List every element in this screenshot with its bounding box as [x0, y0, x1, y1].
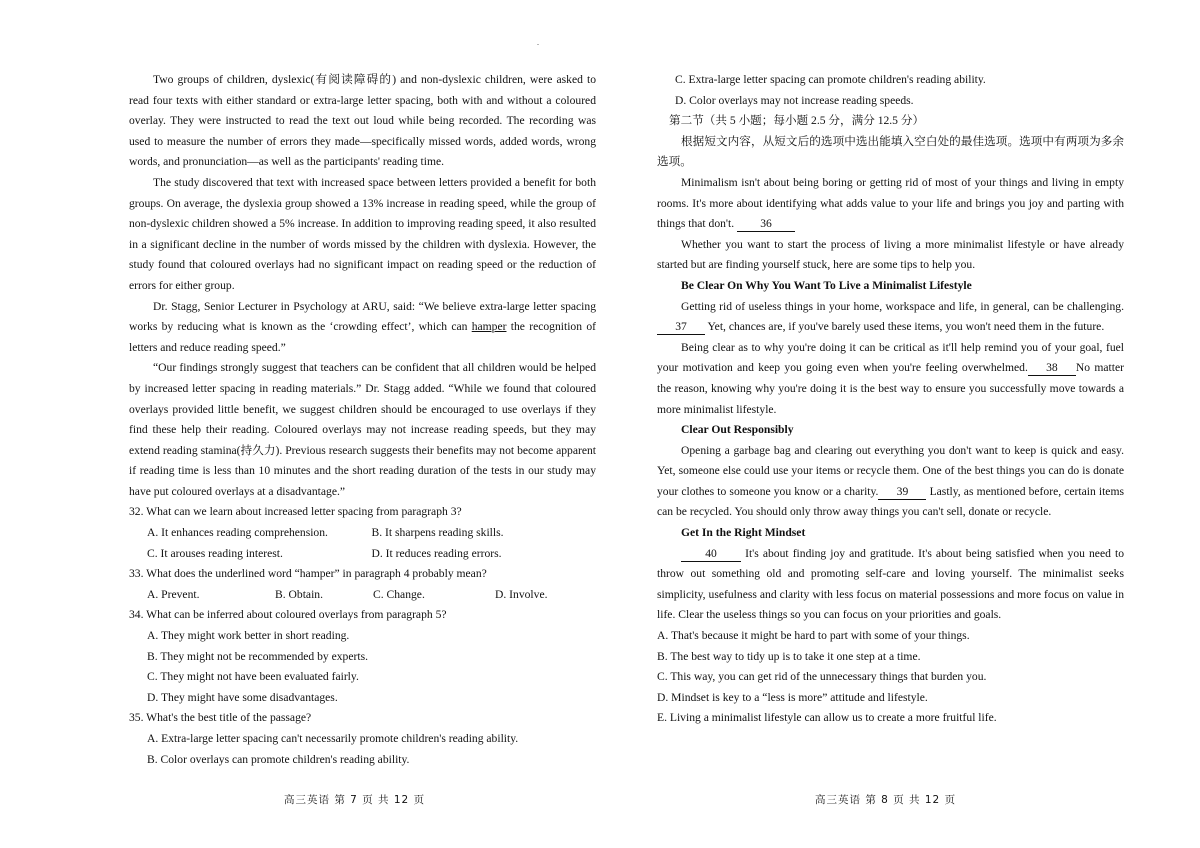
passage-paragraph-3	[657, 297, 1124, 338]
paragraph-3-text-end: Yet, chances are, if you've barely used these items, you won't need them in the future.	[705, 320, 1105, 334]
question-32-options-row-1	[129, 523, 596, 544]
blank-37: 37	[657, 320, 705, 335]
question-32: 32. What can we learn about increased letter spacing from paragraph 3?	[129, 505, 462, 519]
choice-a: A. That's because it might be hard to part with some of your things.	[657, 629, 970, 643]
option-34-b: B. They might not be recommended by experts.	[147, 649, 368, 663]
question-33-options	[129, 585, 596, 606]
subheading-clear-out: Clear Out Responsibly	[681, 423, 794, 437]
paragraph-4-text-end: No matter the reason, knowing why you're doing it is the best way to ensure you successfully move towards a more minimalist lifestyle.	[657, 361, 1124, 416]
blank-40: 40	[681, 547, 741, 562]
passage-paragraph-2: The study discovered that text with increased space between letters provided a benefit for both groups. On average, the dyslexia group showed a 13% increase in reading speed, while the group of non-dyslexic children showed a 5% increase. In addition to improving reading speed, it also resulted in a significant decline in the number of words missed by the children with dyslexia. However, the study found that coloured overlays had no significant impact on reading speed or the reduction of errors for either group.	[129, 175, 596, 292]
option-32-c: C. It arouses reading interest.	[147, 546, 283, 560]
blank-38: 38	[1028, 361, 1076, 376]
question-34: 34. What can be inferred about coloured overlays from paragraph 5?	[129, 608, 447, 622]
choice-d: D. Mindset is key to a “less is more” attitude and lifestyle.	[657, 690, 928, 704]
paragraph-3-text-start: Getting rid of useless things in your home, workspace and life, in general, can be challenging.	[681, 299, 1124, 313]
option-33-a: A. Prevent.	[147, 587, 200, 601]
option-33-b: B. Obtain.	[275, 587, 323, 601]
passage-paragraph-1	[657, 173, 1124, 235]
choice-b: B. The best way to tidy up is to take it one step at a time.	[657, 649, 921, 663]
option-32-a: A. It enhances reading comprehension.	[147, 526, 328, 540]
question-32-options-row-2	[129, 544, 596, 565]
option-35-d: D. Color overlays may not increase reading speeds.	[675, 93, 914, 107]
left-column	[129, 70, 596, 770]
option-34-d: D. They might have some disadvantages.	[147, 690, 338, 704]
passage-paragraph-1: Two groups of children, dyslexic(有阅读障碍的) and non-dyslexic children, were asked to read four texts with either standard or extra-large letter spacing, both with and without a coloured overlay. They were instructed to read the text out loud while being recorded. The recording was used to measure the number of errors they made—specifically missed words, added words, wrong words, and pronunciation—as well as the participants' reading time.	[129, 73, 596, 169]
passage-paragraph-4	[657, 338, 1124, 420]
paragraph-4-text-start: Being clear as to why you're doing it can be critical as it'll help remind you of your goal, fuel your motivation and keep you going even when you're feeling overwhelmed.	[657, 340, 1124, 375]
question-33: 33. What does the underlined word “hamper” in paragraph 4 probably mean?	[129, 567, 487, 581]
paragraph-3-text-start: Dr. Stagg, Senior Lecturer in Psychology at ARU, said: “We believe extra-large letter spacing works by reducing what is known as the ‘crowding effect’, which can	[129, 299, 596, 334]
paragraph-3-text-end: the recognition of letters and reduce reading speed.”	[129, 320, 596, 354]
option-34-a: A. They might work better in short reading.	[147, 629, 350, 643]
option-35-b: B. Color overlays can promote children's reading ability.	[147, 752, 410, 766]
subheading-mindset: Get In the Right Mindset	[681, 526, 806, 540]
question-35: 35. What's the best title of the passage?	[129, 711, 312, 725]
blank-39: 39	[878, 485, 926, 500]
choice-c: C. This way, you can get rid of the unnecessary things that burden you.	[657, 670, 987, 684]
section-heading: 第二节（共 5 小题；每小题 2.5 分，满分 12.5 分）	[669, 114, 925, 128]
paragraph-6-text: It's about finding joy and gratitude. It's about being satisfied when you need to throw out something old and promoting self-care and loving yourself. The minimalist seeks simplicity, usefulness and clarity with less focus on material possessions and more focus on value in life. Clear the useless things so you can focus on your priorities and goals.	[657, 546, 1124, 622]
option-35-a: A. Extra-large letter spacing can't necessarily promote children's reading ability.	[147, 732, 519, 745]
option-32-d: D. It reduces reading errors.	[371, 546, 502, 560]
paragraph-5-text-start: Opening a garbage bag and clearing out everything you don't want to keep is quick and easy. Yet, someone else could use your items or recycle them. One of the best things you can do is donate your clothes to someone you know or a charity.	[657, 443, 1124, 498]
option-35-c: C. Extra-large letter spacing can promote children's reading ability.	[675, 73, 986, 86]
subheading-be-clear: Be Clear On Why You Want To Live a Minimalist Lifestyle	[681, 278, 972, 292]
option-33-d: D. Involve.	[495, 587, 548, 601]
section-instructions: 根据短文内容，从短文后的选项中选出能填入空白处的最佳选项。选项中有两项为多余选项。	[657, 134, 1124, 169]
right-column	[657, 70, 1124, 729]
option-33-c: C. Change.	[373, 587, 425, 601]
passage-paragraph-6	[657, 544, 1124, 626]
page-footer-left: 高三英语 第 7 页 共 12 页	[284, 794, 426, 806]
passage-paragraph-5	[657, 441, 1124, 523]
option-32-b: B. It sharpens reading skills.	[371, 526, 504, 540]
paragraph-5-text-end: Lastly, as mentioned before, certain items can be recycled. You should only throw away things you can't sell, donate or recycle.	[657, 484, 1124, 519]
option-34-c: C. They might not have been evaluated fairly.	[147, 670, 359, 684]
page-footer-right: 高三英语 第 8 页 共 12 页	[815, 794, 957, 806]
choice-e: E. Living a minimalist lifestyle can allow us to create a more fruitful life.	[657, 711, 997, 725]
top-mark: .	[537, 38, 539, 47]
blank-36: 36	[737, 217, 795, 232]
passage-paragraph-4: “Our findings strongly suggest that teachers can be confident that all children would be helped by increased letter spacing in reading materials.” Dr. Stagg added. “While we found that coloured overlays provided little benefit, we suggest children should be encouraged to use overlays if they find these help their reading. Coloured overlays may not increase reading speeds, but they may extend reading stamina(持久力). Previous research suggests their benefits may not become apparent if reading time is less than 10 minutes and the short reading duration of the tests in our study may have put coloured overlays at a disadvantage.”	[129, 361, 596, 498]
paragraph-1-text: Minimalism isn't about being boring or getting rid of most of your things and living in empty rooms. It's more about identifying what adds value to your life and brings you joy and parting with things that don't.	[657, 175, 1124, 231]
passage-paragraph-3	[129, 297, 596, 359]
passage-paragraph-2: Whether you want to start the process of living a more minimalist lifestyle or have already started but are finding yourself stuck, here are some tips to help you.	[657, 237, 1124, 272]
underlined-word-hamper: hamper	[471, 320, 507, 334]
